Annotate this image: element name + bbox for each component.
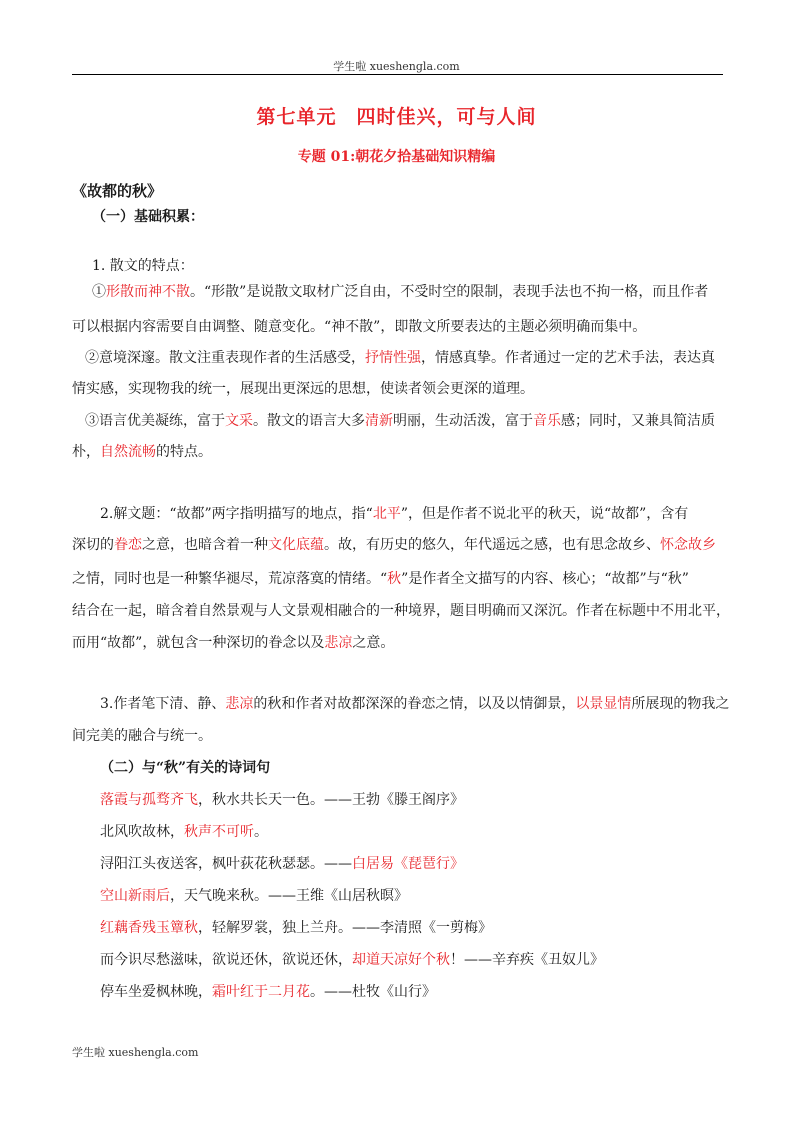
keyword: 形散而神不散 bbox=[106, 284, 190, 300]
poem-line bbox=[100, 885, 408, 905]
keyword: 空山新雨后 bbox=[100, 888, 170, 904]
keyword: 抒情性强 bbox=[365, 350, 421, 366]
text-line: 情实感，实现物我的统一，展现出更深远的思想，使读者领会更深的道理。 bbox=[72, 381, 534, 397]
topic-subtitle: 专题 01:朝花夕拾基础知识精编 bbox=[297, 149, 496, 165]
text-run: ① bbox=[92, 284, 106, 300]
keyword: 秋声不可听 bbox=[184, 824, 254, 840]
text-run: 浔阳江头夜送客，枫叶荻花秋瑟瑟。—— bbox=[100, 856, 352, 872]
text-line bbox=[85, 347, 715, 367]
keyword: 悲凉 bbox=[324, 635, 353, 651]
text-run: 感；同时，又兼具简洁质 bbox=[561, 413, 715, 429]
keyword: 白居易《琵琶行》 bbox=[352, 856, 464, 872]
keyword: 音乐 bbox=[533, 413, 561, 429]
keyword: 悲凉 bbox=[225, 696, 254, 712]
text-run: ，天气晚来秋。——王维《山居秋暝》 bbox=[170, 888, 408, 904]
text-line bbox=[92, 281, 708, 301]
text-run: 之情，同时也是一种繁华褪尽，荒凉落寞的情绪。“ bbox=[72, 571, 388, 587]
keyword: 清新 bbox=[365, 413, 393, 429]
part-heading-basics: （一）基础积累： bbox=[92, 209, 204, 225]
poem-line bbox=[100, 949, 604, 969]
keyword: 文采 bbox=[225, 413, 253, 429]
text-line bbox=[72, 632, 394, 652]
text-run: ！——辛弃疾《丑奴儿》 bbox=[450, 952, 604, 968]
text-run: 。——杜牧《山行》 bbox=[310, 984, 436, 1000]
text-run: ②意境深邃。散文注重表现作者的生活感受， bbox=[85, 350, 365, 366]
text-run: 。散文的语言大多 bbox=[253, 413, 365, 429]
text-run: 而用“故都”，就包含一种深切的眷念以及 bbox=[72, 635, 325, 651]
keyword: 文化底蕴 bbox=[268, 537, 324, 553]
keyword: 秋 bbox=[387, 571, 402, 587]
text-run: ”是作者全文描写的内容、核心；“故都”与“秋” bbox=[401, 571, 689, 587]
poem-line bbox=[100, 981, 436, 1001]
keyword: 眷恋 bbox=[114, 537, 142, 553]
item-1-label: 1. 散文的特点： bbox=[92, 258, 194, 274]
text-line bbox=[72, 534, 716, 554]
poem-line bbox=[100, 821, 268, 841]
text-line bbox=[72, 441, 212, 461]
keyword: 却道天凉好个秋 bbox=[352, 952, 450, 968]
poem-line bbox=[100, 853, 464, 873]
text-run: 深切的 bbox=[72, 537, 114, 553]
essay-heading: 《故都的秋》 bbox=[72, 182, 163, 200]
text-run: ，轻解罗裳，独上兰舟。——李清照《一剪梅》 bbox=[198, 920, 492, 936]
text-run: 。 bbox=[254, 824, 268, 840]
part-heading-poems: （二）与“秋”有关的诗词句 bbox=[100, 760, 271, 776]
text-line bbox=[100, 503, 688, 523]
page-header: 学生啦 xueshengla.com bbox=[333, 60, 460, 73]
text-run: 的秋和作者对故都深深的眷恋之情，以及以情御景， bbox=[253, 696, 576, 712]
text-run: 停车坐爱枫林晚， bbox=[100, 984, 212, 1000]
text-run: 北风吹故林， bbox=[100, 824, 184, 840]
keyword: 北平 bbox=[372, 506, 401, 522]
text-line: 间完美的融合与统一。 bbox=[72, 728, 212, 744]
keyword: 落霞与孤骛齐飞 bbox=[100, 792, 198, 808]
text-line bbox=[100, 693, 729, 713]
keyword: 红藕香残玉簟秋 bbox=[100, 920, 198, 936]
text-run: 而今识尽愁滋味，欲说还休，欲说还休， bbox=[100, 952, 352, 968]
header-divider bbox=[72, 74, 723, 75]
text-run: 3.作者笔下清、静、 bbox=[100, 696, 226, 712]
text-run: 。“形散”是说散文取材广泛自由，不受时空的限制，表现手法也不拘一格，而且作者 bbox=[190, 284, 709, 300]
text-run: 所展现的物我之 bbox=[631, 696, 730, 712]
text-run: 明丽，生动活泼，富于 bbox=[393, 413, 533, 429]
text-line: 结合在一起，暗含着自然景观与人文景观相融合的一种境界，题目明确而又深沉。作者在标题中不用北平， bbox=[72, 603, 730, 619]
keyword: 自然流畅 bbox=[100, 444, 156, 460]
keyword: 以景显情 bbox=[575, 696, 632, 712]
text-run: 2.解文题：“故都”两字指明描写的地点，指“ bbox=[100, 506, 373, 522]
text-run: ，情感真挚。作者通过一定的艺术手法，表达真 bbox=[421, 350, 715, 366]
text-line bbox=[85, 410, 715, 430]
page-footer: 学生啦 xueshengla.com bbox=[72, 1046, 199, 1059]
text-run: 。故，有历史的悠久，年代遥远之感，也有思念故乡、 bbox=[324, 537, 660, 553]
text-run: ”，但是作者不说北平的秋天，说“故都”，含有 bbox=[400, 506, 689, 522]
text-run: ③语言优美凝练，富于 bbox=[85, 413, 225, 429]
text-run: 之意。 bbox=[352, 635, 395, 651]
text-run: 之意，也暗含着一种 bbox=[142, 537, 268, 553]
text-run: 的特点。 bbox=[156, 444, 212, 460]
text-line: 可以根据内容需要自由调整、随意变化。“神不散”，即散文所要表达的主题必须明确而集中。 bbox=[72, 319, 647, 335]
keyword: 霜叶红于二月花 bbox=[212, 984, 310, 1000]
poem-line bbox=[100, 917, 492, 937]
unit-title: 第七单元 四时佳兴，可与人间 bbox=[256, 106, 537, 128]
text-run: 朴， bbox=[72, 444, 100, 460]
poem-line bbox=[100, 789, 464, 809]
keyword: 怀念故乡 bbox=[660, 537, 716, 553]
text-run: ，秋水共长天一色。——王勃《滕王阁序》 bbox=[198, 792, 464, 808]
text-line bbox=[72, 568, 689, 588]
